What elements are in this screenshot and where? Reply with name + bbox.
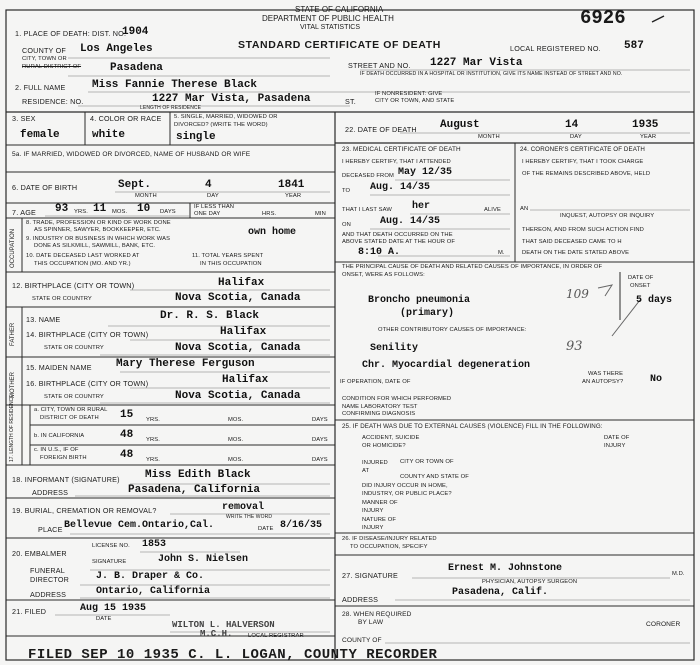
age-mos-label: MOS. [112,209,128,215]
license-label: LICENSE NO. [92,543,130,549]
county-label: COUNTY OF [22,46,66,55]
hour-m-label: M. [498,250,505,256]
hour-of-death: 8:10 A. [358,247,401,258]
dob-month-sub: MONTH [135,193,157,199]
age-days: 10 [137,203,151,215]
condition-label: CONDITION FOR WHICH PERFORMED [342,396,452,402]
full-name-label: 2. FULL NAME [15,83,66,92]
filed-date-sub: DATE [96,616,112,622]
certificate-title: STANDARD CERTIFICATE OF DEATH [238,39,441,51]
res-city-years: 15 [120,409,134,421]
embalmer-label: 20. EMBALMER [12,549,67,558]
res-ca-days: DAYS [312,437,328,443]
dob-year: 1841 [278,179,305,191]
date-injury-label-2: INJURY [604,443,626,449]
last-worked-label-1: 10. DATE DECEASED LAST WORKED AT [26,253,140,259]
birthplace-state-label: STATE OR COUNTRY [32,296,92,302]
injured-label-2: AT [362,468,370,474]
age-days-label: DAYS [160,209,176,215]
res-us-years: 48 [120,449,134,461]
other-cause-1: Senility [370,343,419,354]
age-years: 93 [55,203,69,215]
filed-label: 21. FILED [12,607,47,616]
accident-label-2: OR HOMICIDE? [362,443,406,449]
color-value: white [92,129,126,141]
header-department: DEPARTMENT OF PUBLIC HEALTH [262,14,394,23]
county-value: Los Angeles [80,43,153,55]
disease-header-1: 26. IF DISEASE/INJURY RELATED [342,536,437,542]
filed-date: Aug 15 1935 [80,603,147,614]
burial-date-label: DATE [258,526,274,532]
hour-label: ABOVE STATED DATE AT THE HOUR OF [342,239,456,245]
lab-label-1: NAME LABORATORY TEST [342,404,418,410]
certificate-number: 6926 [580,7,626,29]
last-saw-label: THAT I LAST SAW [342,207,392,213]
death-year-sub: YEAR [640,134,657,140]
cause-duration: 5 days [636,295,673,306]
res-ca-years: 48 [120,429,134,441]
nature-label-2: INJURY [362,525,384,531]
mother-name-label: 15. MAIDEN NAME [26,363,92,372]
cause-primary-note: (primary) [400,308,455,319]
last-saw-value: her [412,201,431,212]
res-city-label-1: a. CITY, TOWN OR RURAL [34,407,108,413]
street-note: IF DEATH OCCURRED IN A HOSPITAL OR INSTITUTION, GIVE ITS NAME INSTEAD OF STREET AND NO. [360,71,623,77]
burial-label: 19. BURIAL, CREMATION OR REMOVAL? [12,506,157,515]
deceased-from-label: DECEASED FROM [342,173,394,179]
nonresident-note-1: IF NONRESIDENT: GIVE [375,91,443,97]
coroner-inquest-label: INQUEST, AUTOPSY OR INQUIRY [560,213,655,219]
dob-day: 4 [205,179,212,191]
when-required-label-2: BY LAW [358,619,384,626]
dob-year-sub: YEAR [285,193,302,199]
header-state: STATE OF CALIFORNIA [295,5,384,14]
physician-address-label: ADDRESS [342,595,379,604]
manner-label-1: MANNER OF [362,500,398,506]
trade-label-2: AS SPINNER, SAWYER, BOOKKEEPER, ETC. [34,227,161,233]
signature-label: 27. SIGNATURE [342,571,398,580]
last-saw-date: Aug. 14/35 [380,216,441,227]
res-ca-yrs: YRS. [146,437,160,443]
embalmer-name: John S. Nielsen [158,554,249,565]
res-ca-label: b. IN CALIFORNIA [34,433,85,439]
less-than-day-2: ONE DAY [194,211,221,217]
age-months: 11 [93,203,107,215]
color-label: 4. COLOR OR RACE [90,114,162,123]
res-city-label-2: DISTRICT OF DEATH [40,415,99,421]
coroner-line-4: THAT SAID DECEASED CAME TO H [522,239,622,245]
other-cause-2: Chr. Myocardial degeneration [362,360,531,371]
burial-place-label: PLACE [38,525,63,534]
marital-value: single [176,131,216,143]
disease-header-2: TO OCCUPATION, SPECIFY [350,544,428,550]
birthplace-state: Nova Scotia, Canada [175,292,301,304]
autopsy-label: AN AUTOPSY? [582,379,624,385]
injury-where-2: INDUSTRY, OR PUBLIC PLACE? [362,491,452,497]
res-city-days: DAYS [312,417,328,423]
street-value: 1227 Mar Vista [430,57,523,69]
coroner-header: 24. CORONER'S CERTIFICATE OF DEATH [520,146,645,153]
cause-code-2: 93 [566,339,583,354]
min-label: MIN [315,211,326,217]
res-city-mos: MOS. [228,417,244,423]
coroner-line-3: THEREON, AND FROM SUCH ACTION FIND [522,227,644,233]
res-us-label-2: FOREIGN BIRTH [40,455,87,461]
sex-value: female [20,129,60,141]
coroner-footer-label: CORONER [646,621,681,628]
burial-type: removal [222,502,265,513]
mother-birthplace-state: Nova Scotia, Canada [175,390,301,402]
occupation-side-label: OCCUPATION [10,228,16,268]
coroner-an-label: AN [520,206,529,212]
res-us-yrs: YRS. [146,457,160,463]
external-header: 25. IF DEATH WAS DUE TO EXTERNAL CAUSES (VIOLENCE) FILL IN THE FOLLOWING: [342,423,603,430]
registrar-sub: LOCAL REGISTRAR [248,633,304,639]
date-injury-label-1: DATE OF [604,435,630,441]
dob-label: 6. DATE OF BIRTH [12,183,78,192]
mother-birthplace-city: Halifax [222,374,269,386]
marital-label-1: 5. SINGLE, MARRIED, WIDOWED OR [174,114,278,120]
nonresident-note-2: CITY OR TOWN, AND STATE [375,98,455,104]
burial-date: 8/16/35 [280,520,323,531]
injury-city-label: CITY OR TOWN OF [400,459,454,465]
spouse-label: 5a. IF MARRIED, WIDOWED OR DIVORCED, NAME OF HUSBAND OR WIFE [12,151,251,158]
birthplace-city: Halifax [218,277,265,289]
informant-address-label: ADDRESS [32,488,69,497]
registrar-name: WILTON L. HALVERSON [172,620,275,630]
embalmer-address: Ontario, California [96,586,211,597]
sex-label: 3. SEX [12,114,36,123]
trade-value: own home [248,227,297,238]
coroner-line-1: I HEREBY CERTIFY, THAT I TOOK CHARGE [522,159,644,165]
age-yrs-label: YRS. [74,209,88,215]
city-label-2: RURAL DISTRICT OF [22,64,82,70]
residence-value: 1227 Mar Vista, Pasadena [152,93,311,105]
physician-signature: Ernest M. Johnstone [448,563,563,574]
birthplace-label: 12. BIRTHPLACE (CITY OR TOWN) [12,281,135,290]
embalmer-signature-label: SIGNATURE [92,559,127,565]
local-registered-no: 587 [624,40,644,52]
burial-place: Bellevue Cem.Ontario,Cal. [64,520,215,531]
death-year: 1935 [632,119,659,131]
res-city-yrs: YRS. [146,417,160,423]
license-value: 1853 [142,539,167,550]
full-name-value: Miss Fannie Therese Black [92,79,258,91]
embalmer-address-label: ADDRESS [30,590,67,599]
lab-label-2: CONFIRMING DIAGNOSIS [342,411,416,417]
last-worked-label-2: THIS OCCUPATION (MO. AND YR.) [34,261,131,267]
mother-state-label: STATE OR COUNTRY [44,394,104,400]
cause-label-1: THE PRINCIPAL CAUSE OF DEATH AND RELATED CAUSES OF IMPORTANCE, IN ORDER OF [342,264,603,270]
physician-address: Pasadena, Calif. [452,587,549,598]
father-state-label: STATE OR COUNTRY [44,345,104,351]
hrs-label: HRS. [262,211,277,217]
death-day-sub: DAY [570,134,582,140]
father-side-label: FATHER [10,322,16,346]
duration-label-2: ONSET [630,283,651,289]
header-bureau: VITAL STATISTICS [300,24,361,31]
residence-st-label: ST. [345,97,356,106]
operation-label: IF OPERATION, DATE OF [340,379,411,385]
manner-label-2: INJURY [362,508,384,514]
autopsy-value: No [650,374,663,385]
coroner-line-2: OF THE REMAINS DESCRIBED ABOVE, HELD [522,171,651,177]
dist-no: 1904 [122,26,149,38]
city-value: Pasadena [110,62,163,74]
alive-label: ALIVE [484,207,501,213]
accident-label-1: ACCIDENT, SUICIDE [362,435,420,441]
death-day: 14 [565,119,579,131]
burial-write-note: WRITE THE WORD [226,514,273,520]
attended-to: Aug. 14/35 [370,182,431,193]
funeral-label: FUNERAL [30,566,65,575]
cause-primary: Broncho pneumonia [368,295,471,306]
coroner-county-label: COUNTY OF [342,637,382,644]
coroner-line-5: DEATH ON THE DATE STATED ABOVE [522,250,630,256]
director-label: DIRECTOR [30,575,70,584]
informant-address: Pasadena, California [128,484,261,496]
dist-no-label: DIST. NO. [92,29,127,38]
father-name-label: 13. NAME [26,315,61,324]
father-birthplace-state: Nova Scotia, Canada [175,342,301,354]
to-label: TO [342,188,351,194]
local-registered-label: LOCAL REGISTERED NO. [510,44,601,53]
death-month: August [440,119,480,131]
street-label: STREET AND NO. [348,61,411,70]
injury-county-label: COUNTY AND STATE OF [400,474,469,480]
cause-label-2: ONSET, WERE AS FOLLOWS: [342,272,425,278]
date-of-death-label: 22. DATE OF DEATH [345,125,417,134]
father-birthplace-label: 14. BIRTHPLACE (CITY OR TOWN) [26,330,149,339]
length-of-residence-note: LENGTH OF RESIDENCE [140,105,202,111]
on-label: ON [342,222,351,228]
dob-day-sub: DAY [207,193,219,199]
industry-label-2: DONE AS SILKMILL, SAWMILL, BANK, ETC. [34,243,156,249]
residence-label: RESIDENCE: NO. [22,97,84,106]
pencil-mark-icon [598,285,612,296]
mother-name: Mary Therese Ferguson [116,358,255,370]
informant-name: Miss Edith Black [145,469,251,481]
check-mark-icon [652,16,664,22]
medical-line-1: I HEREBY CERTIFY, THAT I ATTENDED [342,159,451,165]
age-label: 7. AGE [12,208,36,217]
marital-label-2: DIVORCED? (WRITE THE WORD) [174,122,268,128]
res-us-mos: MOS. [228,457,244,463]
attended-from: May 12/35 [398,167,453,178]
nature-label-1: NATURE OF [362,517,396,523]
injured-label-1: INJURED [362,460,388,466]
father-name: Dr. R. S. Black [160,310,260,322]
when-required-label-1: 28. WHEN REQUIRED [342,611,412,618]
place-of-death-label: 1. PLACE OF DEATH: [15,29,90,38]
trade-label-1: 8. TRADE, PROFESSION OR KIND OF WORK DONE [26,220,171,226]
signature-sub: PHYSICIAN, AUTOPSY SURGEON [482,579,578,585]
total-years-label-2: IN THIS OCCUPATION [200,261,262,267]
was-there-label: WAS THERE [588,371,624,377]
res-ca-mos: MOS. [228,437,244,443]
other-causes-label: OTHER CONTRIBUTORY CAUSES OF IMPORTANCE: [378,327,527,333]
death-occurred-label: AND THAT DEATH OCCURRED ON THE [342,232,453,238]
cause-code-1: 109 [566,287,589,301]
less-than-day-1: IF LESS THAN [194,204,235,210]
mother-birthplace-label: 16. BIRTHPLACE (CITY OR TOWN) [26,379,149,388]
dob-month: Sept. [118,179,152,191]
length-residence-side-label: 17. LENGTH OF RESIDENCE [9,394,15,462]
total-years-label-1: 11. TOTAL YEARS SPENT [192,253,264,259]
injury-where-1: DID INJURY OCCUR IN HOME, [362,483,448,489]
medical-header: 23. MEDICAL CERTIFICATE OF DEATH [342,146,461,153]
industry-label-1: 9. INDUSTRY OR BUSINESS IN WHICH WORK WAS [26,236,171,242]
registrar-initials: M.C.H. [200,629,233,639]
res-us-label-1: c. IN U.S., IF OF [34,447,79,453]
death-month-sub: MONTH [478,134,500,140]
city-label-1: CITY, TOWN OR [22,56,67,62]
md-label: M.D. [672,571,685,577]
informant-label: 18. INFORMANT (SIGNATURE) [12,475,120,484]
res-us-days: DAYS [312,457,328,463]
county-recorder-stamp: FILED SEP 10 1935 C. L. LOGAN, COUNTY RECORDER [28,647,438,663]
father-birthplace-city: Halifax [220,326,267,338]
funeral-director: J. B. Draper & Co. [96,571,205,582]
duration-label-1: DATE OF [628,275,654,281]
mother-side-label: MOTHER [10,372,16,398]
